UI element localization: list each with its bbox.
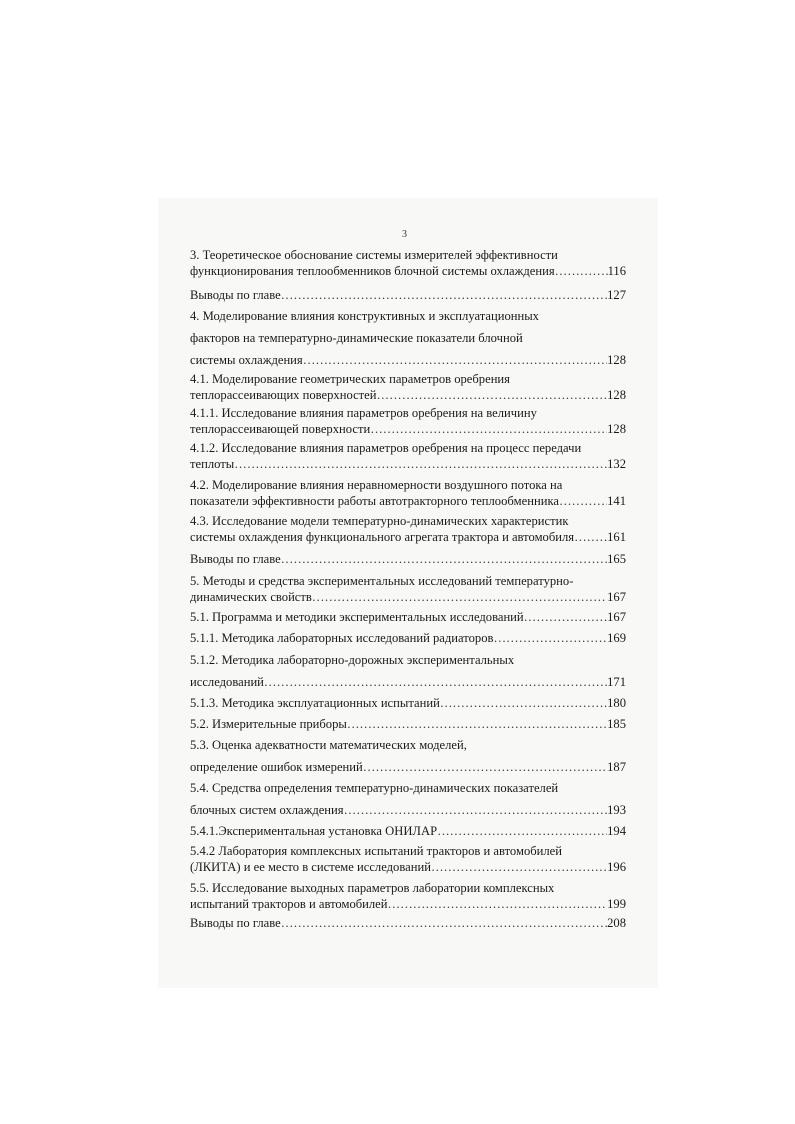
toc-entry-leader-line [190,422,626,438]
toc-entry-page: 187 [607,760,626,774]
dot-leader [437,824,607,840]
toc-entry-text: 5.4.1.Экспериментальная установка ОНИЛАР [190,824,438,838]
dot-leader [524,610,607,626]
toc-entry-page: 128 [607,353,626,367]
toc-entry [190,717,626,733]
toc-entry-text: 5.5. Исследование выходных параметров лаборатории комплексных [190,881,555,895]
toc-entry-text: Выводы по главе [190,288,281,302]
toc-entry [190,631,626,647]
toc-entry-leader-line [190,897,626,913]
toc-entry-text: 4.2. Моделирование влияния неравномерности воздушного потока на [190,478,563,492]
toc-entry-leader-line [190,860,626,876]
dot-leader [234,457,607,473]
toc-entry [190,478,626,509]
toc-entry-leader-line [190,530,626,546]
toc-entry-leader-line [190,288,626,304]
toc-entry-text: теплорассеивающей поверхности [190,421,371,436]
toc-entry-page: 141 [607,493,626,508]
toc-entry-text: 4.1. Моделирование геометрических параметров оребрения [190,372,510,386]
toc-entry-text: теплорассеивающих поверхностей [190,387,377,402]
toc-entry-leader-line [190,353,626,369]
toc-entry-page: 167 [607,589,626,604]
toc-entry [190,653,626,691]
dot-leader [431,860,607,876]
toc-entry-text: Выводы по главе [190,916,281,930]
toc-entry [190,514,626,545]
toc-entry-text: показатели эффективности работы автотракторного теплообменника [190,493,559,508]
toc-entry-text: 4. Моделирование влияния конструктивных и эксплуатационных [190,309,539,323]
toc-entry-page: 199 [607,896,626,911]
toc-entry-text: 5.3. Оценка адекватности математических моделей, [190,738,467,752]
dot-leader [281,916,607,932]
toc-entry-text: теплоты [190,456,235,471]
dot-leader [312,590,607,606]
toc-entry [190,844,626,875]
toc-entry-leader-line [190,552,626,568]
toc-entry-leader-line [190,610,626,626]
toc-entry-leader-line [190,717,626,733]
toc-entry-text: функционирования теплообменников блочной системы охлаждения [190,263,555,278]
dot-leader [388,897,608,913]
toc-entry-leader-line [190,264,626,280]
dot-leader [264,675,607,691]
dot-leader [303,353,607,369]
toc-entry-page: 161 [607,529,626,544]
page-number: 3 [402,229,407,240]
toc-entry [190,696,626,712]
dot-leader [377,388,608,404]
toc-entry-text: блочных систем охлаждения [190,803,344,817]
toc-entry-text: 4.3. Исследование модели температурно-динамических характеристик [190,514,569,528]
toc-entry-page: 165 [607,552,626,566]
toc-entry [190,738,626,776]
toc-entry-page: 132 [607,456,626,471]
dot-leader [574,530,607,546]
toc-entry-text: 5.2. Измерительные приборы [190,717,347,731]
toc-entry-text: системы охлаждения [190,353,303,367]
toc-entry [190,824,626,840]
toc-entry-text: 5.1.2. Методика лабораторно-дорожных экспериментальных [190,653,515,667]
toc-entry-page: 180 [607,696,626,710]
toc-entry-page: 127 [607,288,626,302]
toc-entry-leader-line [190,631,626,647]
toc-entry-text: определение ошибок измерений [190,760,363,774]
dot-leader [370,422,607,438]
toc-entry-text: 5.1. Программа и методики экспериментальных исследований [190,610,524,624]
toc-entry-leader-line [190,675,626,691]
toc-entry-leader-line [190,590,626,606]
toc-entry-text: динамических свойств [190,589,312,604]
toc-entry [190,881,626,912]
toc-entry-leader-line [190,803,626,819]
toc-entry-page: 167 [607,610,626,624]
toc-entry-text: испытаний тракторов и автомобилей [190,896,388,911]
toc-entry-text: 5.4. Средства определения температурно-динамических показателей [190,781,559,795]
dot-leader [281,288,607,304]
toc-entry-leader-line [190,457,626,473]
toc-entry [190,406,626,437]
toc-entry [190,781,626,819]
toc-entry-text: (ЛКИТА) и ее место в системе исследований [190,859,431,874]
toc-entry-leader-line [190,824,626,840]
toc-entry-page: 128 [607,421,626,436]
dot-leader [347,717,607,733]
dot-leader [440,696,607,712]
toc-entry-text: 5.4.2 Лаборатория комплексных испытаний тракторов и автомобилей [190,844,563,858]
toc-entry-leader-line [190,916,626,932]
toc-entry [190,916,626,932]
toc-entry [190,574,626,605]
toc-entry-text: Выводы по главе [190,552,281,566]
toc-entry-text: 5. Методы и средства экспериментальных исследований температурно- [190,574,574,588]
toc-entry-page: 185 [607,717,626,731]
dot-leader [493,631,607,647]
toc-entry-text: исследований [190,675,264,689]
dot-leader [281,552,607,568]
toc-entry [190,552,626,568]
toc-entry-page: 194 [607,824,626,838]
toc-entry-page: 128 [607,387,626,402]
toc-entry-leader-line [190,760,626,776]
dot-leader [555,264,608,280]
toc-entry [190,288,626,304]
toc-entry-text: системы охлаждения функционального агрегата трактора и автомобиля [190,529,575,544]
toc-entry-page: 169 [607,631,626,645]
toc-entry-text: 4.1.1. Исследование влияния параметров оребрения на величину [190,406,537,420]
toc-entry-text: 5.1.1. Методика лабораторных исследований радиаторов [190,631,494,645]
toc-entry-page: 171 [607,675,626,689]
toc-entry-text: факторов на температурно-динамические показатели блочной [190,331,523,345]
dot-leader [363,760,607,776]
toc-entry-text: 3. Теоретическое обоснование системы измерителей эффективности [190,248,558,262]
toc-entry-text: 4.1.2. Исследование влияния параметров оребрения на процесс передачи [190,441,582,455]
toc-entry-page: 193 [607,803,626,817]
dot-leader [344,803,608,819]
toc-entry [190,610,626,626]
toc-entry-leader-line [190,696,626,712]
toc-entry-page: 116 [607,263,626,278]
toc-entry-page: 196 [607,859,626,874]
toc-entry [190,309,626,369]
toc-entry-text: 5.1.3. Методика эксплуатационных испытаний [190,696,440,710]
toc-entry-leader-line [190,494,626,510]
toc-entry [190,441,626,472]
toc-entry [190,248,626,279]
toc-entry-page: 208 [607,916,626,930]
toc-entry [190,372,626,403]
dot-leader [559,494,607,510]
toc-entry-leader-line [190,388,626,404]
